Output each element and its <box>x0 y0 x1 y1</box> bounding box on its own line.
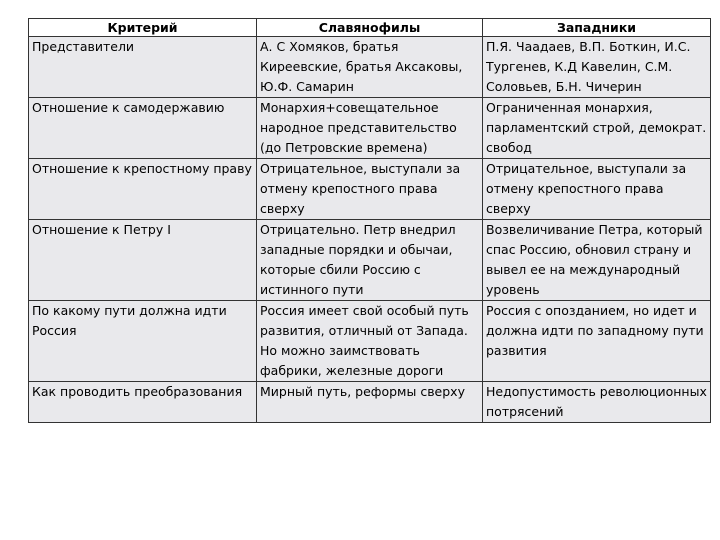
criterion-text: Как проводить преобразования <box>32 384 243 399</box>
westernizers-text: П.Я. Чаадаев, В.П. Боткин, И.С. Тургенев, К.Д Кавелин, С.М. Соловьев, Б.Н. Чичерин <box>486 39 691 94</box>
criterion-cell <box>29 301 257 382</box>
westernizers-cell <box>483 301 711 382</box>
table-header-row <box>29 19 711 37</box>
criterion-cell <box>29 37 257 98</box>
header-slavophiles: Славянофилы <box>257 19 483 37</box>
criterion-cell <box>29 98 257 159</box>
header-westernizers: Западники <box>483 19 711 37</box>
slavophiles-text: Мирный путь, реформы сверху <box>260 384 465 399</box>
slavophiles-text: А. С Хомяков, братья Киреевские, братья Аксаковы, Ю.Ф. Самарин <box>260 39 463 94</box>
criterion-cell <box>29 159 257 220</box>
table-row <box>29 301 711 382</box>
westernizers-cell <box>483 37 711 98</box>
westernizers-cell <box>483 98 711 159</box>
criterion-text: Представители <box>32 39 135 54</box>
slavophiles-cell <box>257 220 483 301</box>
criterion-text: Отношение к самодержавию <box>32 100 225 115</box>
criterion-text: Отношение к Петру I <box>32 222 171 237</box>
criterion-cell <box>29 220 257 301</box>
westernizers-text: Россия с опозданием, но идет и должна идти по западному пути развития <box>486 303 704 358</box>
criterion-cell <box>29 382 257 423</box>
slavophiles-text: Монархия+совещательное народное представительство (до Петровские времена) <box>260 100 457 155</box>
comparison-table <box>28 18 711 423</box>
westernizers-text: Ограниченная монархия, парламентский строй, демократ. свобод <box>486 100 707 155</box>
westernizers-cell <box>483 382 711 423</box>
westernizers-text: Возвеличивание Петра, который спас Россию, обновил страну и вывел ее на международный уровень <box>486 222 703 297</box>
westernizers-text: Отрицательное, выступали за отмену крепостного права сверху <box>486 161 687 216</box>
criterion-text: По какому пути должна идти Россия <box>32 303 227 338</box>
slavophiles-cell <box>257 159 483 220</box>
slavophiles-cell <box>257 382 483 423</box>
table-row <box>29 382 711 423</box>
table-row <box>29 37 711 98</box>
comparison-table-container <box>28 18 710 423</box>
slavophiles-text: Отрицательное, выступали за отмену крепостного права сверху <box>260 161 461 216</box>
slavophiles-cell <box>257 98 483 159</box>
table-row <box>29 98 711 159</box>
slavophiles-cell <box>257 301 483 382</box>
header-criterion: Критерий <box>29 19 257 37</box>
slavophiles-text: Отрицательно. Петр внедрил западные порядки и обычаи, которые сбили Россию с истинного пути <box>260 222 456 297</box>
westernizers-text: Недопустимость революционных потрясений <box>486 384 707 419</box>
slavophiles-cell <box>257 37 483 98</box>
slavophiles-text: Россия имеет свой особый путь развития, отличный от Запада. Но можно заимствовать фабрики, железные дороги <box>260 303 469 378</box>
westernizers-cell <box>483 220 711 301</box>
table-row <box>29 220 711 301</box>
westernizers-cell <box>483 159 711 220</box>
table-row <box>29 159 711 220</box>
criterion-text: Отношение к крепостному праву <box>32 161 252 176</box>
